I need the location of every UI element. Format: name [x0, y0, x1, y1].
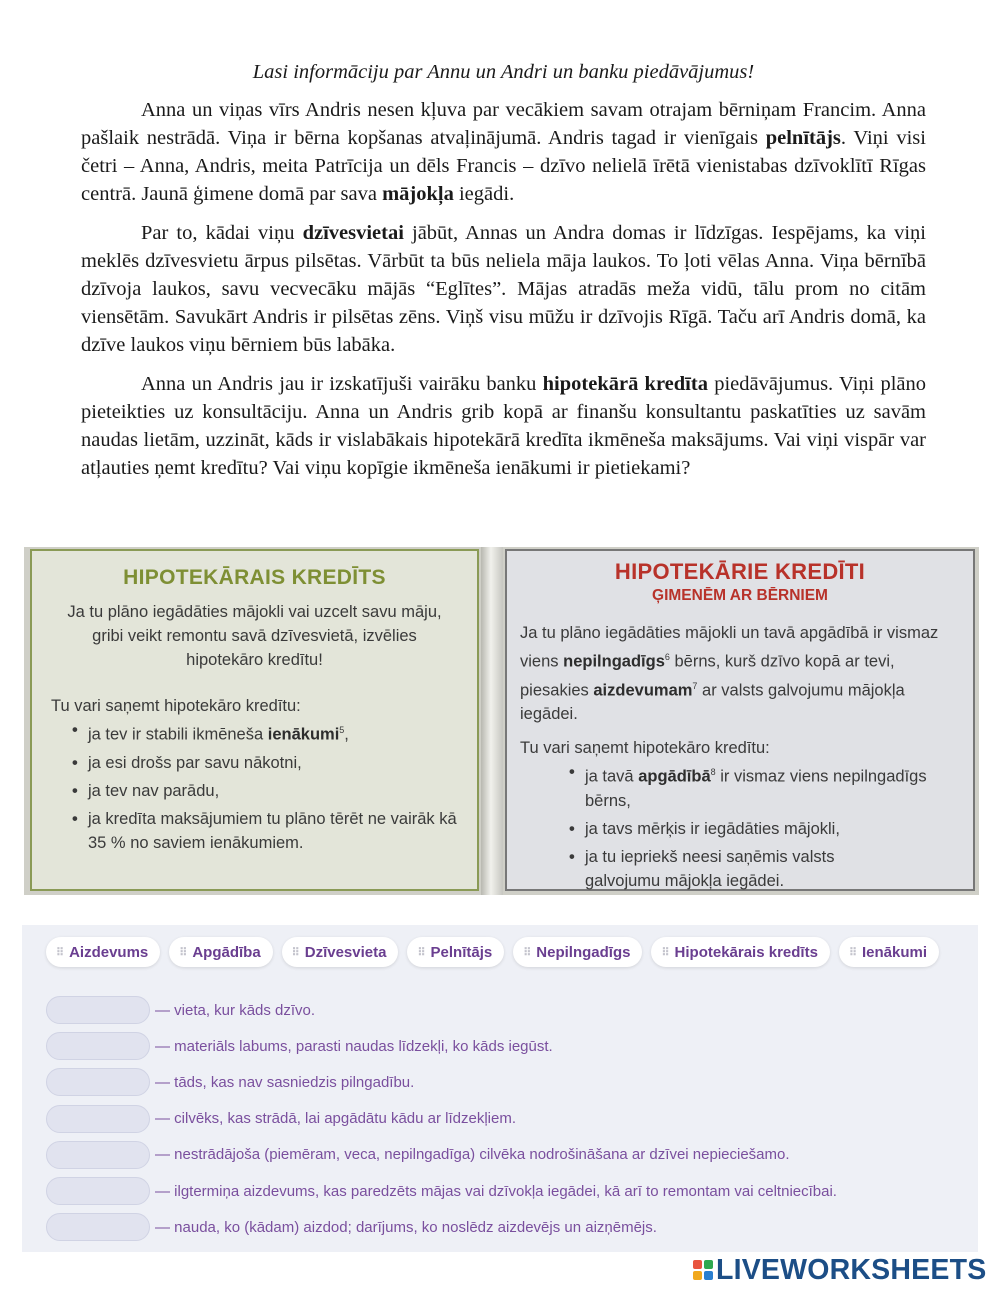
keyword: ienākumi [267, 725, 340, 744]
list-item: • ja tu iepriekš neesi saņēmis valsts galvojumu mājokļa iegādei. [569, 845, 973, 893]
drag-handle-icon: ⠿ [56, 946, 64, 959]
definition-list [46, 992, 837, 1245]
text-span: ja tavā [585, 767, 639, 786]
text-span: Par to, kādai viņu [141, 222, 303, 244]
definition-text: — nestrādājoša (piemēram, veca, nepilngadīga) cilvēka nodrošināšana ar dzīvei nepieciešamo. [155, 1146, 790, 1164]
footnote-ref: 8 [710, 767, 716, 777]
footnote-ref: 6 [664, 652, 670, 662]
drag-handle-icon: ⠿ [291, 946, 299, 959]
panel-title: HIPOTEKĀRAIS KREDĪTS [123, 566, 386, 589]
text-span: , [344, 725, 349, 744]
list-item: • ja esi drošs par savu nākotni, [72, 751, 477, 775]
drop-zone[interactable] [46, 996, 150, 1024]
definition-row [46, 1064, 837, 1100]
text-span: Ja tu plāno iegādāties mājokli un tavā apgādībā ir vismaz viens [520, 624, 939, 671]
definition-row [46, 1101, 837, 1137]
panel-intro: Ja tu plāno iegādāties mājokli vai uzcelt savu māju, gribi veikt remontu savā dzīvesvietā, izvēlies hipotekāro kredītu! [67, 603, 442, 669]
paragraph-2 [81, 219, 926, 359]
definition-text: — materiāls labums, parasti naudas līdzekļi, ko kāds iegūst. [155, 1037, 553, 1055]
panel-conditions-heading: Tu vari saņemt hipotekāro kredītu: [520, 739, 770, 757]
logo-square [693, 1260, 702, 1269]
text-span: jābūt, Annas un Andra domas ir līdzīgas. Iespējams, ka viņi meklēs dzīvesvietu ārpus pilsētas. Vārbūt ta būs neliela māja laukos. To ļoti vēlas Anna. Viņa bērnībā dzīvoja laukos, savu vecvecāku mājās “Eglītes”. Mājas atradās meža vidū, tālu prom no citām viensētām. Savukārt Andris ir pilsētas zēns. Viņš visu mūžu ir dzīvojis Rīgā. Taču arī Andris domā, ka dzīve laukos viņu bērniem būs labāka. [81, 222, 926, 356]
text-span: bērns, kurš dzīvo kopā ar tevi, piesakies [520, 652, 895, 699]
list-item: • ja kredīta maksājumiem tu plāno tērēt ne vairāk kā 35 % no saviem ienākumiem. [72, 807, 477, 855]
reading-passage [81, 58, 926, 493]
conditions-list [569, 760, 973, 893]
draggable-word-chip[interactable] [282, 937, 399, 967]
definition-row [46, 1209, 837, 1245]
panel-title: HIPOTEKĀRIE KREDĪTI [614, 559, 866, 584]
drop-zone[interactable] [46, 1105, 150, 1133]
text-span: Anna un viņas vīrs Andris nesen kļuva par vecākiem savam otrajam bērniņam Francim. Anna pašlaik nestrādā. Viņa ir bērna kopšanas atvaļinājumā. Andris tagad ir vienīgais [81, 99, 926, 149]
chip-label: Apgādība [192, 943, 261, 961]
brochure-panel-family-mortgage [505, 549, 975, 891]
footnote-ref: 5 [339, 725, 345, 735]
drop-zone[interactable] [46, 1213, 150, 1241]
matching-exercise [22, 925, 978, 1252]
keyword: aizdevumam [593, 681, 693, 699]
list-item: • ja tev nav parādu, [72, 779, 477, 803]
logo-square [704, 1260, 713, 1269]
draggable-word-chip[interactable] [46, 937, 160, 967]
text-span: piedāvājumus. Viņi plāno pieteikties uz konsultāciju. Anna un Andris grib kopā ar finanšu konsultantu paskatīties uz savām naudas lietām, uzzināt, kāds ir vislabākais hipotekārā kredīta ikmēneša maksājums. Vai viņi vispār var atļauties ņemt kredītu? Vai viņu kopīgie ikmēneša ienākumi ir pietiekami? [81, 373, 927, 479]
definition-row [46, 1028, 837, 1064]
page-fold [481, 547, 503, 895]
draggable-word-chip[interactable] [169, 937, 272, 967]
definition-row [46, 1137, 837, 1173]
chip-label: Nepilngadīgs [536, 943, 631, 961]
drag-handle-icon: ⠿ [523, 946, 531, 959]
keyword: nepilngadīgs [563, 652, 665, 671]
text-span: . Viņi visi četri – Anna, Andris, meita Patrīcija un dēls Francis – dzīvo nelielā īrētā vienistabas dzīvoklītī Rīgas centrā. Jaunā ģimene domā par sava [81, 127, 926, 205]
liveworksheets-logo[interactable] [693, 1253, 986, 1287]
definition-text: — cilvēks, kas strādā, lai apgādātu kādu ar līdzekļiem. [155, 1110, 517, 1128]
paragraph-1 [81, 96, 926, 208]
panel-intro [520, 621, 961, 726]
keyword: hipotekārā kredīta [542, 373, 708, 395]
definition-text: — ilgtermiņa aizdevums, kas paredzēts mājas vai dzīvokļa iegādei, kā arī to remontam vai celtniecībai. [155, 1182, 837, 1200]
chip-label: Pelnītājs [430, 943, 493, 961]
list-item [569, 760, 973, 813]
panel-subtitle: ĢIMENĒM AR BĒRNIEM [652, 587, 828, 604]
chip-label: Aizdevums [69, 943, 149, 961]
logo-mark-icon [693, 1260, 713, 1280]
brochure-panel-mortgage [30, 549, 479, 891]
text-span: ja tev ir stabili ikmēneša [88, 725, 268, 744]
footnote-ref: 7 [692, 680, 698, 691]
definition-row [46, 992, 837, 1028]
text-span: ir vismaz viens nepilngadīgs bērns, [585, 767, 927, 810]
keyword: apgādībā [638, 767, 711, 786]
instruction: Lasi informāciju par Annu un Andri un banku piedāvājumus! [252, 61, 755, 83]
definition-text: — vieta, kur kāds dzīvo. [155, 1001, 316, 1019]
drag-handle-icon: ⠿ [661, 946, 669, 959]
drag-handle-icon: ⠿ [848, 946, 856, 959]
chip-label: Dzīvesvieta [304, 943, 387, 961]
text-span: iegādi. [453, 183, 515, 205]
list-item [72, 718, 477, 747]
paragraph-3 [81, 370, 926, 482]
drop-zone[interactable] [46, 1068, 150, 1096]
drag-handle-icon: ⠿ [417, 946, 425, 959]
keyword: pelnītājs [765, 127, 841, 149]
panel-conditions-heading: Tu vari saņemt hipotekāro kredītu: [51, 697, 301, 715]
chip-label: Ienākumi [862, 943, 928, 961]
logo-square [704, 1271, 713, 1280]
draggable-word-chip[interactable] [839, 937, 939, 967]
drop-zone[interactable] [46, 1032, 150, 1060]
keyword: dzīvesvietai [302, 222, 404, 244]
text-span: Anna un Andris jau ir izskatījuši vairāku banku [141, 373, 543, 395]
draggable-word-chip[interactable] [407, 937, 504, 967]
draggable-word-chip[interactable] [513, 937, 642, 967]
definition-row [46, 1173, 837, 1209]
keyword: mājokļa [382, 183, 454, 205]
logo-square [693, 1271, 702, 1280]
logo-text: LIVEWORKSHEETS [716, 1253, 987, 1286]
word-bank [46, 937, 939, 967]
definition-text: — tāds, kas nav sasniedzis pilngadību. [155, 1073, 415, 1091]
chip-label: Hipotekārais kredīts [674, 943, 818, 961]
drop-zone[interactable] [46, 1177, 150, 1205]
draggable-word-chip[interactable] [651, 937, 829, 967]
conditions-list [72, 718, 477, 855]
brochure-photo [24, 547, 979, 895]
text-span: ar valsts galvojumu mājokļa iegādei. [520, 681, 905, 723]
drop-zone[interactable] [46, 1141, 150, 1169]
drag-handle-icon: ⠿ [179, 946, 187, 959]
list-item: • ja tavs mērķis ir iegādāties mājokli, [569, 817, 973, 841]
definition-text: — nauda, ko (kādam) aizdod; darījums, ko noslēdz aizdevējs un aizņēmējs. [155, 1218, 657, 1236]
